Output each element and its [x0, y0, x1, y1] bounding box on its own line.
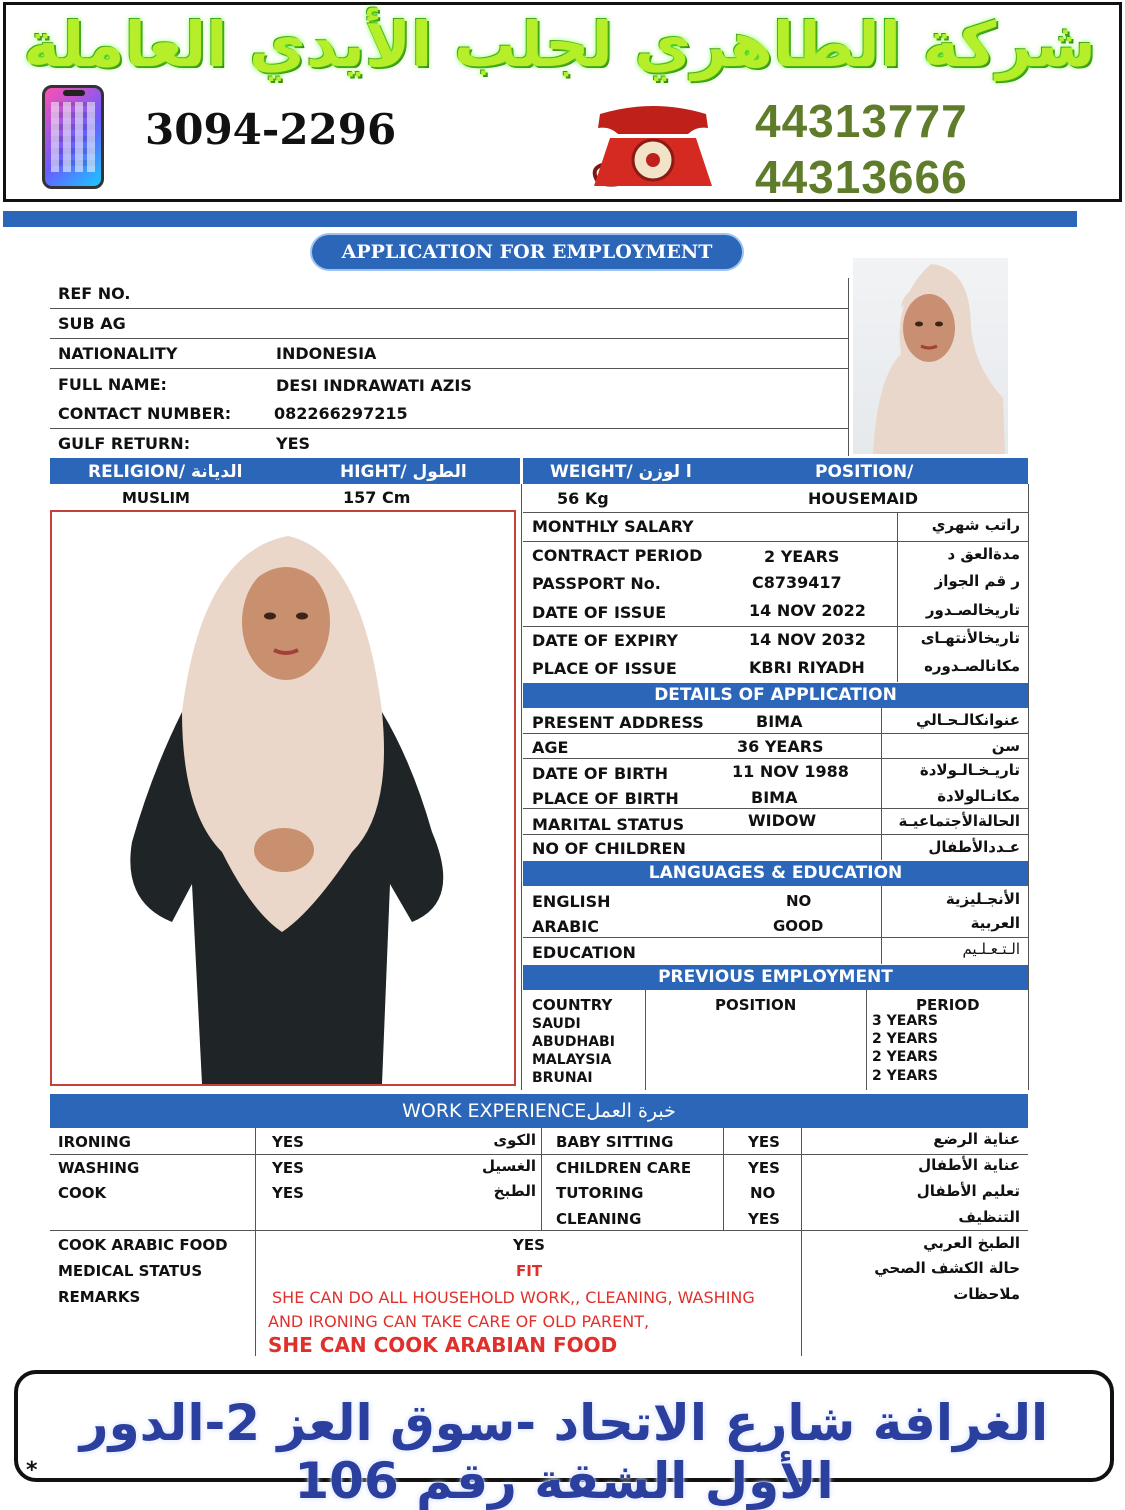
rotary-telephone-icon [578, 104, 728, 192]
gulf-return-label: GULF RETURN: [58, 434, 191, 453]
prev-period-1: 3 YEARS [872, 1013, 939, 1029]
mobile-number: 3094-2296 [145, 105, 397, 154]
previous-employment-band: PREVIOUS EMPLOYMENT [523, 965, 1028, 990]
divider [523, 834, 1028, 835]
divider [521, 484, 522, 1090]
arabic-label: ARABIC [532, 917, 599, 936]
cleaning-ar: التنظيف [958, 1208, 1020, 1226]
place-of-birth-ar: مكانـالولادة [937, 787, 1020, 805]
divider [897, 512, 898, 682]
prev-country-4: BRUNAI [532, 1070, 593, 1086]
divider [848, 278, 849, 456]
prev-period-3: 2 YEARS [872, 1049, 939, 1065]
remarks-line-2: AND IRONING CAN TAKE CARE OF OLD PARENT, [268, 1312, 650, 1331]
remarks-line-3: SHE CAN COOK ARABIAN FOOD [268, 1333, 618, 1357]
position-label: POSITION/ [815, 462, 914, 482]
height-label: HIGHT/ الطول [340, 462, 467, 482]
place-of-issue-value: KBRI RIYADH [749, 658, 865, 677]
age-value: 36 YEARS [737, 737, 824, 756]
no-of-children-label: NO OF CHILDREN [532, 839, 686, 858]
place-of-issue-label: PLACE OF ISSUE [532, 659, 677, 678]
weight-label: WEIGHT/ ا لوزن [550, 462, 692, 482]
divider [1028, 484, 1029, 1090]
contact-number-value: 082266297215 [274, 404, 408, 423]
passport-no-value: C8739417 [752, 573, 842, 592]
details-band: DETAILS OF APPLICATION [523, 683, 1028, 708]
tutoring-ar: تعليم الأطفال [916, 1182, 1020, 1200]
date-of-expiry-ar: تاريخالأنتهـاى [920, 629, 1020, 647]
divider [541, 1128, 542, 1230]
washing-value: YES [272, 1159, 304, 1177]
header-divider [3, 211, 1077, 227]
arabic-value: GOOD [773, 917, 824, 935]
monthly-salary-ar: راتب شهري [931, 516, 1020, 534]
divider [50, 368, 848, 369]
divider [523, 808, 1028, 809]
cleaning-label: CLEANING [556, 1210, 642, 1228]
col-period: PERIOD [916, 996, 980, 1014]
col-country: COUNTRY [532, 996, 613, 1014]
divider [50, 308, 848, 309]
medical-status-label: MEDICAL STATUS [58, 1262, 203, 1280]
ironing-label: IRONING [58, 1133, 131, 1151]
place-of-birth-value: BIMA [751, 788, 798, 807]
english-value: NO [786, 892, 812, 910]
washing-label: WASHING [58, 1159, 140, 1177]
smartphone-icon [42, 85, 104, 189]
divider [50, 338, 848, 339]
marital-status-label: MARITAL STATUS [532, 815, 685, 834]
medical-status-ar: حالة الكشف الصحي [874, 1259, 1020, 1277]
divider [881, 708, 882, 860]
divider [523, 626, 1028, 627]
divider [523, 758, 1028, 759]
gulf-return-value: YES [276, 434, 311, 453]
marital-status-ar: الحالةالأجتماعيـة [898, 812, 1020, 830]
work-experience-band: WORK EXPERIENCEخبرة العمل [50, 1094, 1028, 1128]
remarks-label: REMARKS [58, 1288, 141, 1306]
divider [50, 1154, 1028, 1155]
tutoring-label: TUTORING [556, 1184, 644, 1202]
no-of-children-ar: عـددالأطفال [928, 838, 1020, 856]
date-of-expiry-label: DATE OF EXPIRY [532, 631, 678, 650]
contract-period-label: CONTRACT PERIOD [532, 546, 703, 565]
date-of-expiry-value: 14 NOV 2032 [749, 630, 866, 649]
company-name: شركة الطاهري لجلب الأيدي العاملة [23, 8, 1096, 81]
ironing-value: YES [272, 1133, 304, 1151]
portrait-photo [853, 258, 1008, 454]
address-footer [14, 1370, 1114, 1510]
english-label: ENGLISH [532, 892, 611, 911]
divider [523, 733, 1028, 734]
english-ar: الأنجـليزية [945, 890, 1020, 908]
divider [723, 1128, 724, 1230]
remarks-ar: ملاحظات [953, 1285, 1020, 1303]
baby-sitting-value: YES [748, 1133, 780, 1151]
divider [645, 990, 646, 1090]
sub-ag-label: SUB AG [58, 314, 126, 333]
washing-ar: الغسيل [481, 1157, 536, 1175]
cook-arabic-food-label: COOK ARABIC FOOD [58, 1236, 228, 1254]
weight-value: 56 Kg [557, 489, 609, 508]
divider [523, 937, 1028, 938]
date-of-issue-ar: تاريخالصـدور [925, 601, 1020, 619]
children-care-ar: عناية الأطفال [918, 1156, 1020, 1174]
cook-label: COOK [58, 1184, 107, 1202]
divider [866, 990, 867, 1090]
passport-no-label: PASSPORT No. [532, 574, 661, 593]
divider [881, 886, 882, 964]
baby-sitting-label: BABY SITTING [556, 1133, 674, 1151]
cook-arabic-food-ar: الطبخ العربي [923, 1234, 1020, 1252]
nationality-label: NATIONALITY [58, 344, 178, 363]
date-of-birth-label: DATE OF BIRTH [532, 764, 668, 783]
contract-period-ar: مدةالعق د [947, 545, 1020, 563]
age-label: AGE [532, 738, 569, 757]
ironing-ar: الكوى [493, 1131, 536, 1149]
education-label: EDUCATION [532, 943, 636, 962]
cleaning-value: YES [748, 1210, 780, 1228]
company-address: الغرافة شارع الاتحاد -سوق العز 2-الدور الأول الشقة رقم 106 [79, 1394, 1049, 1510]
children-care-label: CHILDREN CARE [556, 1159, 692, 1177]
marital-status-value: WIDOW [748, 811, 817, 830]
present-address-ar: عنوانكالـحـالي [915, 711, 1020, 729]
date-of-issue-value: 14 NOV 2022 [749, 601, 866, 620]
cook-value: YES [272, 1184, 304, 1202]
divider [255, 1128, 256, 1356]
height-value: 157 Cm [343, 488, 411, 507]
arabic-ar: العربية [970, 914, 1020, 932]
prev-country-2: ABUDHABI [532, 1034, 615, 1050]
divider [801, 1128, 802, 1356]
age-ar: سن [991, 737, 1020, 755]
monthly-salary-label: MONTHLY SALARY [532, 517, 694, 536]
full-name-value: DESI INDRAWATI AZIS [276, 376, 472, 395]
cook-arabic-food-value: YES [513, 1236, 545, 1254]
passport-no-ar: ر قم الجواز [934, 572, 1020, 590]
position-value: HOUSEMAID [808, 489, 918, 508]
date-of-issue-label: DATE OF ISSUE [532, 603, 667, 622]
prev-period-4: 2 YEARS [872, 1068, 939, 1084]
prev-country-3: MALAYSIA [532, 1052, 612, 1068]
date-of-birth-ar: تاريـخـالـولادة [919, 761, 1020, 779]
children-care-value: YES [748, 1159, 780, 1177]
medical-status-value: FIT [516, 1262, 543, 1280]
divider [50, 1230, 1028, 1231]
ref-no-label: REF NO. [58, 284, 131, 303]
present-address-label: PRESENT ADDRESS [532, 713, 704, 732]
remarks-line-1: SHE CAN DO ALL HOUSEHOLD WORK,, CLEANING, WASHING [272, 1288, 755, 1307]
form-title: APPLICATION FOR EMPLOYMENT [312, 235, 742, 269]
divider [50, 428, 848, 429]
divider [523, 512, 1028, 513]
full-body-photo [50, 510, 516, 1086]
nationality-value: INDONESIA [276, 344, 377, 363]
education-ar: الـتـعـلـيم [962, 940, 1020, 958]
landline-number-2: 44313666 [755, 151, 968, 203]
place-of-issue-ar: مكانالصـدوره [924, 657, 1020, 675]
languages-band: LANGUAGES & EDUCATION [523, 861, 1028, 886]
baby-sitting-ar: عناية الرضع [933, 1130, 1020, 1148]
date-of-birth-value: 11 NOV 1988 [732, 762, 849, 781]
tutoring-value: NO [750, 1184, 776, 1202]
place-of-birth-label: PLACE OF BIRTH [532, 789, 679, 808]
religion-value: MUSLIM [122, 489, 190, 507]
contract-period-value: 2 YEARS [764, 547, 840, 566]
full-name-label: FULL NAME: [58, 375, 167, 394]
contact-number-label: CONTACT NUMBER: [58, 404, 232, 423]
religion-label: RELIGION/ الديانة [88, 462, 243, 482]
col-position: POSITION [715, 996, 797, 1014]
prev-period-2: 2 YEARS [872, 1031, 939, 1047]
present-address-value: BIMA [756, 712, 803, 731]
divider [523, 541, 1028, 542]
landline-number-1: 44313777 [755, 95, 968, 147]
cook-ar: الطبخ [493, 1182, 536, 1200]
prev-country-1: SAUDI [532, 1016, 581, 1032]
asterisk-mark: * [26, 1458, 38, 1483]
